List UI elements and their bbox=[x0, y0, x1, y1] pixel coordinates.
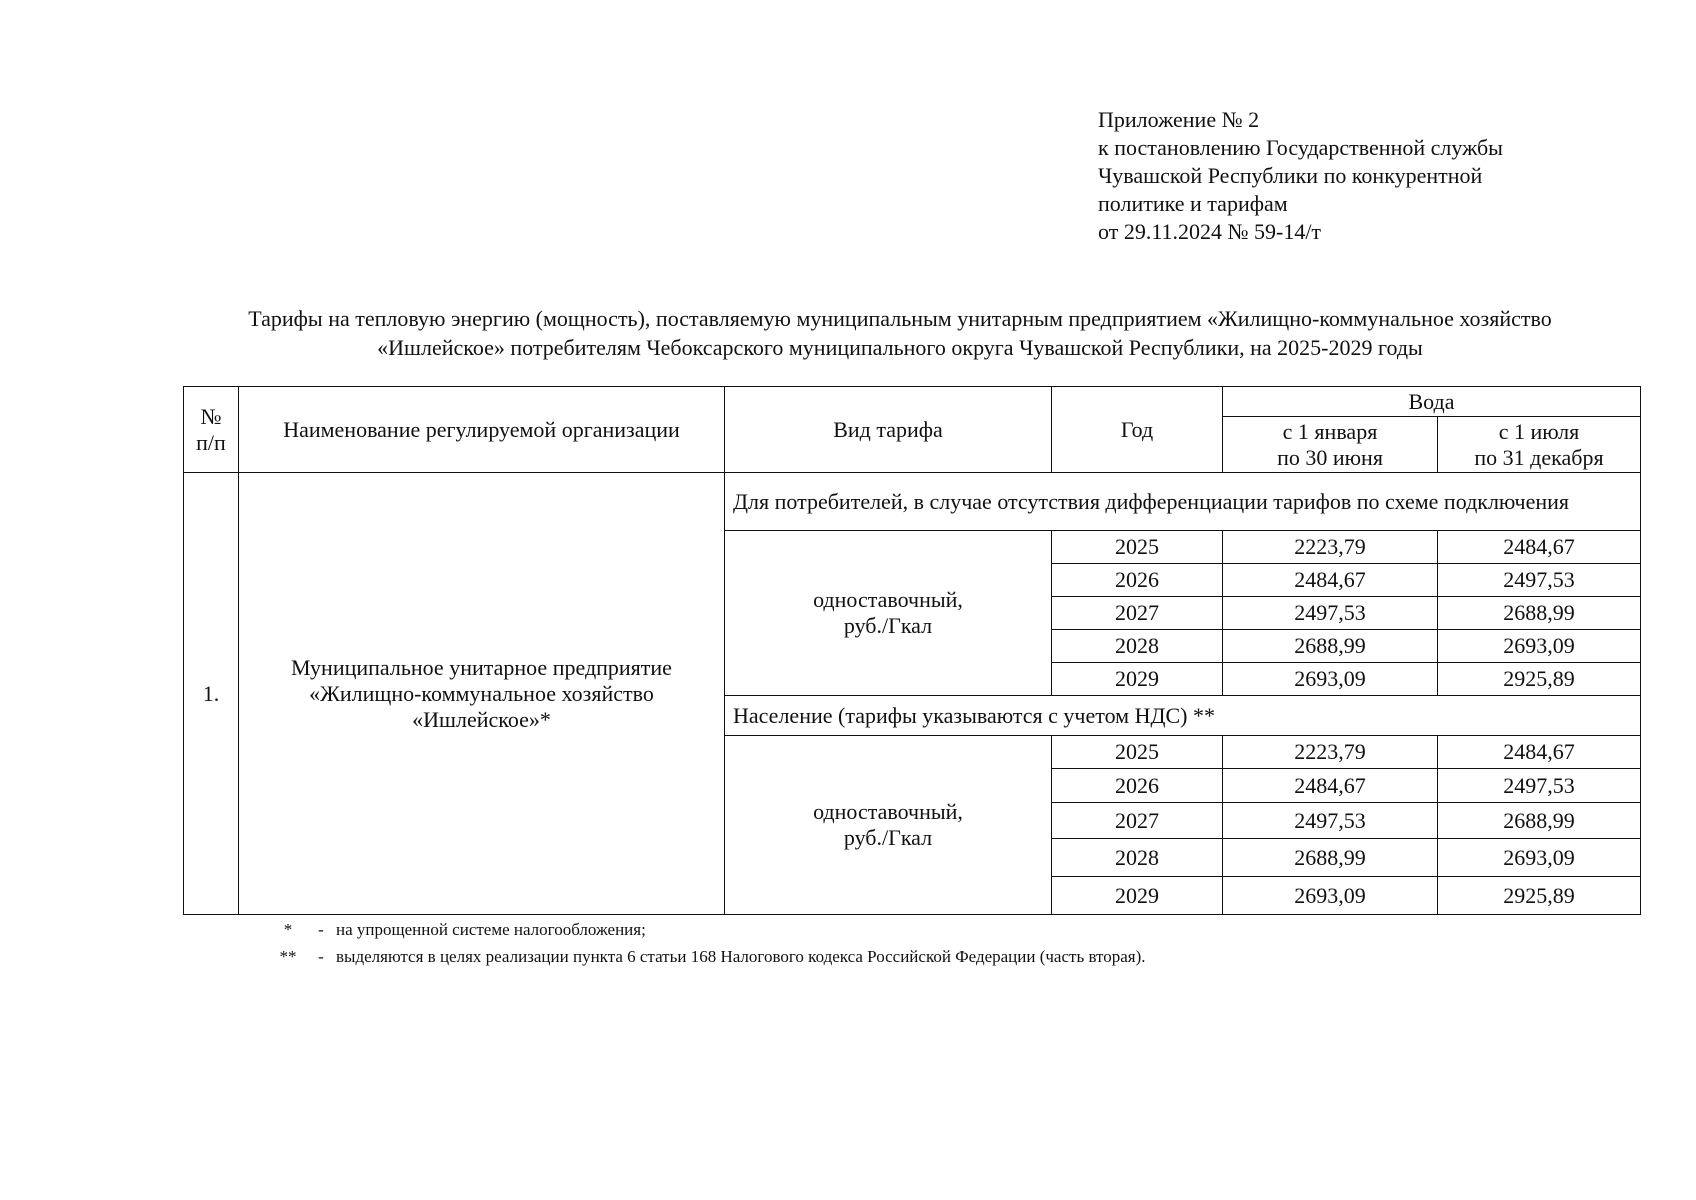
tariff-type-line-2: руб./Гкал bbox=[843, 613, 933, 638]
header-period-2-line-1: с 1 июля bbox=[1498, 418, 1580, 444]
tariff-type-line-1: одноставочный, bbox=[813, 587, 963, 612]
footnote-1 bbox=[270, 916, 1146, 943]
half2-value: 2484,67 bbox=[1438, 531, 1641, 564]
appendix-line: политике и тарифам bbox=[1098, 191, 1288, 216]
header-year: Год bbox=[1052, 387, 1223, 473]
footnote-text: выделяются в целях реализации пункта 6 статьи 168 Налогового кодекса Российской Федерации (часть вторая). bbox=[336, 947, 1146, 966]
footnotes bbox=[270, 916, 1146, 970]
organization-line: «Жилищно-коммунальное хозяйство bbox=[309, 680, 654, 706]
half2-value: 2925,89 bbox=[1438, 663, 1641, 696]
footnote-mark: * bbox=[283, 920, 293, 939]
header-period-1-line-1: с 1 января bbox=[1282, 418, 1378, 444]
tariff-type-line-2: руб./Гкал bbox=[843, 825, 933, 850]
half1-value: 2688,99 bbox=[1223, 630, 1438, 663]
header-organization: Наименование регулируемой организации bbox=[239, 387, 725, 473]
section-label: Население (тарифы указываются с учетом НДС) ** bbox=[725, 696, 1641, 736]
year-cell: 2028 bbox=[1052, 839, 1223, 877]
half1-value: 2223,79 bbox=[1223, 736, 1438, 769]
section-row bbox=[184, 473, 1641, 531]
tariff-type-line-1: одноставочный, bbox=[813, 799, 963, 824]
header-tariff-type: Вид тарифа bbox=[725, 387, 1052, 473]
header-number bbox=[184, 387, 239, 473]
year-cell: 2029 bbox=[1052, 663, 1223, 696]
appendix-line: к постановлению Государственной службы bbox=[1098, 135, 1503, 160]
header-period-2-line-2: по 31 декабря bbox=[1474, 444, 1604, 470]
half2-value: 2497,53 bbox=[1438, 564, 1641, 597]
header-period-1-line-2: по 30 июня bbox=[1277, 444, 1383, 470]
half1-value: 2693,09 bbox=[1223, 663, 1438, 696]
footnote-dash: - bbox=[318, 920, 324, 939]
organization-line: Муниципальное унитарное предприятие bbox=[291, 654, 672, 680]
year-cell: 2025 bbox=[1052, 531, 1223, 564]
title-line-1: Тарифы на тепловую энергию (мощность), поставляемую муниципальным унитарным предприятием «Жилищно-коммунальное хозяйство bbox=[248, 306, 1552, 331]
tariff-type-cell bbox=[725, 531, 1052, 696]
header-number-line-1: № bbox=[200, 403, 222, 429]
header-number-line-2: п/п bbox=[196, 429, 226, 455]
half1-value: 2497,53 bbox=[1223, 803, 1438, 839]
footnote-dash: - bbox=[318, 947, 324, 966]
footnote-text: на упрощенной системе налогообложения; bbox=[336, 920, 646, 939]
appendix-line: Чувашской Республики по конкурентной bbox=[1098, 163, 1483, 188]
half2-value: 2484,67 bbox=[1438, 736, 1641, 769]
half1-value: 2688,99 bbox=[1223, 839, 1438, 877]
organization-name bbox=[239, 473, 725, 915]
header-period-1 bbox=[1223, 417, 1438, 473]
year-cell: 2029 bbox=[1052, 877, 1223, 915]
half2-value: 2925,89 bbox=[1438, 877, 1641, 915]
tariff-type-cell bbox=[725, 736, 1052, 915]
section-label: Для потребителей, в случае отсутствия дифференциации тарифов по схеме подключения bbox=[725, 473, 1641, 531]
organization-line: «Ишлейское»* bbox=[412, 706, 551, 732]
footnote-2 bbox=[270, 943, 1146, 970]
half1-value: 2497,53 bbox=[1223, 597, 1438, 630]
appendix-line: от 29.11.2024 № 59-14/т bbox=[1098, 219, 1322, 244]
half1-value: 2484,67 bbox=[1223, 769, 1438, 803]
header-period-2 bbox=[1438, 417, 1641, 473]
year-cell: 2025 bbox=[1052, 736, 1223, 769]
year-cell: 2027 bbox=[1052, 597, 1223, 630]
row-number: 1. bbox=[184, 473, 239, 915]
year-cell: 2028 bbox=[1052, 630, 1223, 663]
half2-value: 2497,53 bbox=[1438, 769, 1641, 803]
year-cell: 2026 bbox=[1052, 769, 1223, 803]
half1-value: 2693,09 bbox=[1223, 877, 1438, 915]
half2-value: 2688,99 bbox=[1438, 597, 1641, 630]
half1-value: 2223,79 bbox=[1223, 531, 1438, 564]
half2-value: 2693,09 bbox=[1438, 630, 1641, 663]
half2-value: 2688,99 bbox=[1438, 803, 1641, 839]
year-cell: 2027 bbox=[1052, 803, 1223, 839]
header-water: Вода bbox=[1223, 387, 1641, 417]
tariff-table bbox=[183, 386, 1641, 915]
half1-value: 2484,67 bbox=[1223, 564, 1438, 597]
document-title bbox=[150, 304, 1650, 362]
footnote-mark: ** bbox=[279, 947, 297, 966]
header-row bbox=[184, 387, 1641, 417]
appendix-line: Приложение № 2 bbox=[1098, 107, 1260, 132]
appendix-block bbox=[1098, 106, 1503, 246]
year-cell: 2026 bbox=[1052, 564, 1223, 597]
half2-value: 2693,09 bbox=[1438, 839, 1641, 877]
title-line-2: «Ишлейское» потребителям Чебоксарского муниципального округа Чувашской Республики, на 2025-2029 годы bbox=[377, 335, 1423, 360]
